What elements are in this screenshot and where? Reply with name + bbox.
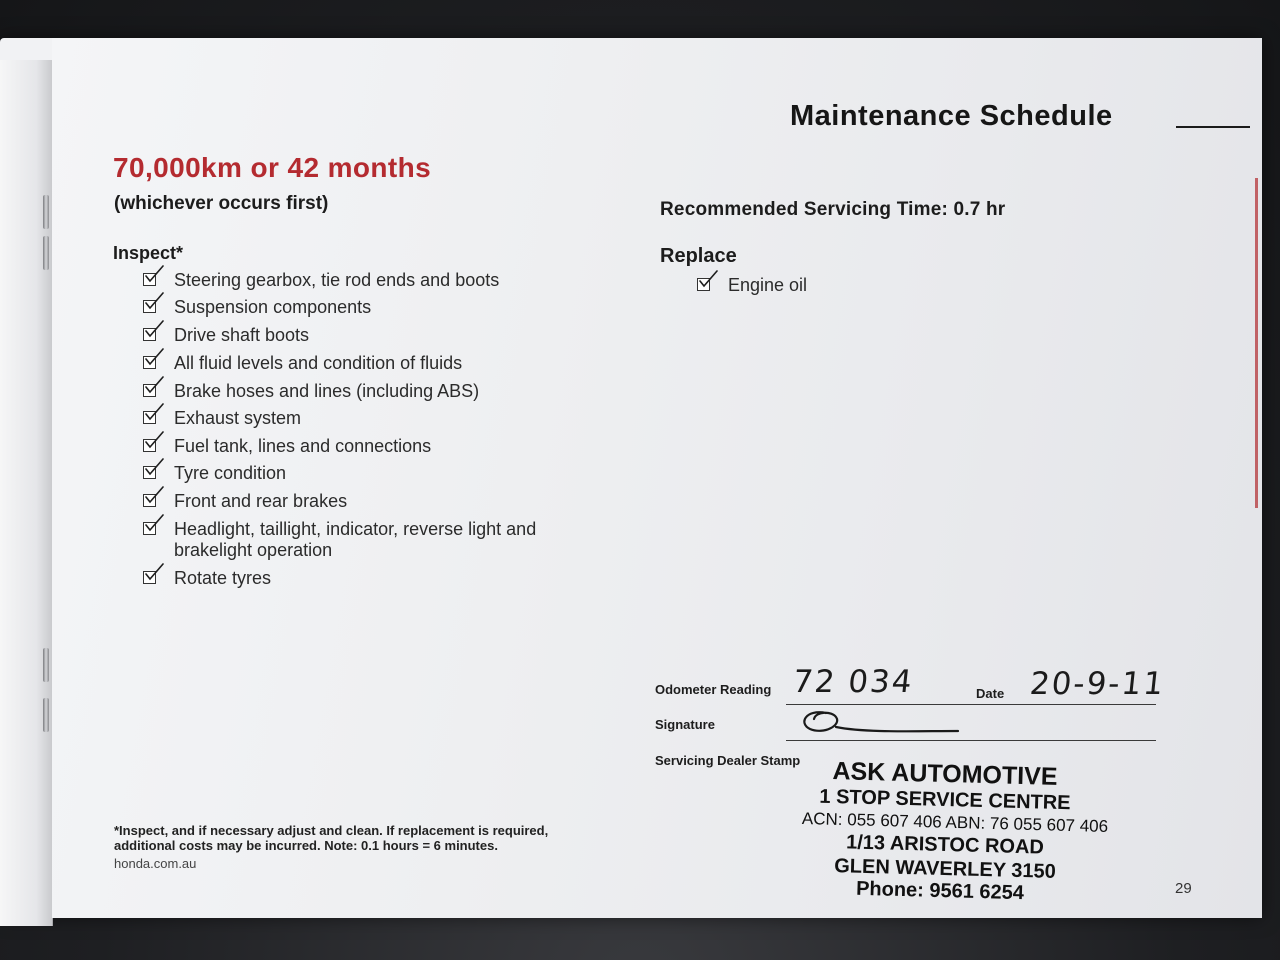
servicing-time: Recommended Servicing Time: 0.7 hr xyxy=(660,199,1006,220)
signature-label: Signature xyxy=(655,717,715,732)
inspect-item-label: Fuel tank, lines and connections xyxy=(174,436,432,456)
inspect-item-label: Exhaust system xyxy=(174,408,302,428)
handwritten-tick-icon xyxy=(144,263,164,283)
stamp-line-phone: Phone: 9561 6254 xyxy=(855,877,1025,905)
replace-label: Replace xyxy=(660,245,737,267)
stamp-line-tagline: 1 STOP SERVICE CENTRE xyxy=(819,785,1071,815)
website-text: honda.com.au xyxy=(114,856,197,871)
handwritten-tick-icon xyxy=(144,429,164,449)
handwritten-tick-icon xyxy=(698,268,718,288)
interval-subheading: (whichever occurs first) xyxy=(114,193,329,214)
handwritten-tick-icon xyxy=(144,484,164,504)
page-number: 29 xyxy=(1175,880,1192,897)
staple-bottom-1 xyxy=(43,648,49,682)
odometer-handwritten-value: 72 034 xyxy=(791,664,916,700)
signature-line xyxy=(786,740,1156,741)
date-label: Date xyxy=(976,686,1005,701)
previous-page-edge xyxy=(0,60,53,926)
inspect-item-label: Tyre condition xyxy=(174,463,287,483)
date-handwritten-value: 20-9-11 xyxy=(1028,666,1167,702)
handwritten-tick-icon xyxy=(144,561,164,581)
stamp-line-name: ASK AUTOMOTIVE xyxy=(832,757,1058,791)
title-rule xyxy=(1176,126,1250,128)
inspection-footnote: *Inspect, and if necessary adjust and clean. If replacement is required, additional costs may be incurred. Note: 0.1 hours = 6 minutes. xyxy=(114,823,549,853)
handwritten-tick-icon xyxy=(144,456,164,476)
inspect-item-label: Front and rear brakes xyxy=(174,491,348,511)
red-page-edge xyxy=(1255,178,1258,508)
inspect-item-label: Drive shaft boots xyxy=(174,325,310,345)
service-interval-heading: 70,000km or 42 months xyxy=(113,152,432,183)
staple-top-1 xyxy=(43,195,49,229)
stamp-line-address: 1/13 ARISTOC ROAD xyxy=(845,831,1045,859)
signature-scribble xyxy=(796,703,966,739)
inspect-label: Inspect* xyxy=(113,243,184,263)
handwritten-tick-icon xyxy=(144,290,164,310)
inspect-item-label: All fluid levels and condition of fluids xyxy=(174,353,463,373)
stamp-line-acn-abn: ACN: 055 607 406 ABN: 76 055 607 406 xyxy=(801,808,1109,837)
odometer-label: Odometer Reading xyxy=(655,682,772,697)
staple-bottom-2 xyxy=(43,698,49,732)
inspect-item-label: Suspension components xyxy=(174,297,372,317)
dealer-stamp-label: Servicing Dealer Stamp xyxy=(655,753,801,768)
handwritten-tick-icon xyxy=(144,401,164,421)
handwritten-tick-icon xyxy=(144,512,164,532)
replace-item-label: Engine oil xyxy=(728,275,808,295)
handwritten-tick-icon xyxy=(144,374,164,394)
stamp-line-suburb: GLEN WAVERLEY 3150 xyxy=(833,855,1057,883)
handwritten-tick-icon xyxy=(144,318,164,338)
page-title: Maintenance Schedule xyxy=(790,100,1113,132)
staple-top-2 xyxy=(43,236,49,270)
inspect-item-label: Headlight, taillight, indicator, reverse light and brakelight operation xyxy=(174,519,537,560)
handwritten-tick-icon xyxy=(144,346,164,366)
inspect-item-label: Steering gearbox, tie rod ends and boots xyxy=(174,270,500,290)
inspect-item-label: Rotate tyres xyxy=(174,568,272,588)
inspect-item-label: Brake hoses and lines (including ABS) xyxy=(174,381,480,401)
